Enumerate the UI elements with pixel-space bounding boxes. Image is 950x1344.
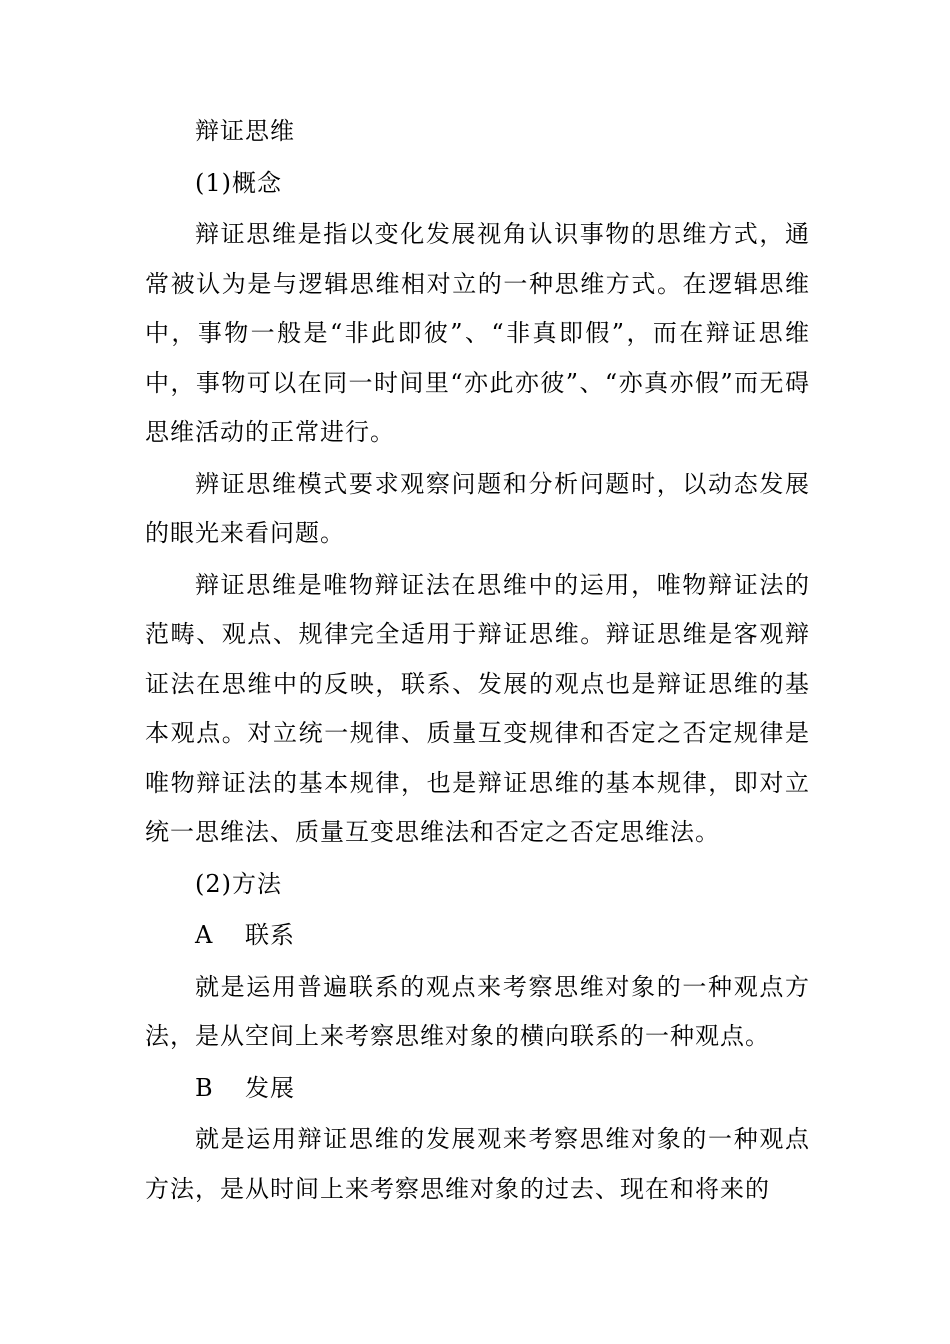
document-body bbox=[145, 107, 810, 1216]
concept-paragraph-3: 辩证思维是唯物辩证法在思维中的运用，唯物辩证法的范畴、观点、规律完全适用于辩证思维。辩证思维是客观辩证法在思维中的反映，联系、发展的观点也是辩证思维的基本观点。对立统一规律、质量互变规律和否定之否定规律是唯物辩证法的基本规律，也是辩证思维的基本规律，即对立统一思维法、质量互变思维法和否定之否定思维法。 bbox=[145, 570, 810, 846]
concept-paragraph-2: 辨证思维模式要求观察问题和分析问题时，以动态发展的眼光来看问题。 bbox=[145, 469, 810, 547]
method-item-a-heading bbox=[145, 911, 810, 961]
concept-paragraph-1: 辩证思维是指以变化发展视角认识事物的思维方式，通常被认为是与逻辑思维相对立的一种思维方式。在逻辑思维中，事物一般是“非此即彼”、“非真即假”，而在辩证思维中，事物可以在同一时间里“亦此亦彼”、“亦真亦假”而无碍思维活动的正常进行。 bbox=[145, 220, 810, 446]
method-item-a-text: 就是运用普遍联系的观点来考察思维对象的一种观点方法，是从空间上来考察思维对象的横向联系的一种观点。 bbox=[145, 972, 810, 1050]
method-item-letter: A bbox=[195, 921, 214, 949]
method-title: (2)方法 bbox=[195, 869, 282, 898]
method-item-letter: B bbox=[195, 1073, 214, 1102]
method-item-name: 联系 bbox=[245, 921, 295, 949]
method-item-b-heading bbox=[145, 1064, 810, 1114]
method-item-b-text: 就是运用辩证思维的发展观来考察思维对象的一种观点方法，是从时间上来考察思维对象的过去、现在和将来的 bbox=[145, 1125, 810, 1203]
method-item-name: 发展 bbox=[245, 1073, 295, 1102]
concept-title: (1)概念 bbox=[195, 168, 282, 197]
section-heading: 辩证思维 bbox=[195, 117, 295, 145]
